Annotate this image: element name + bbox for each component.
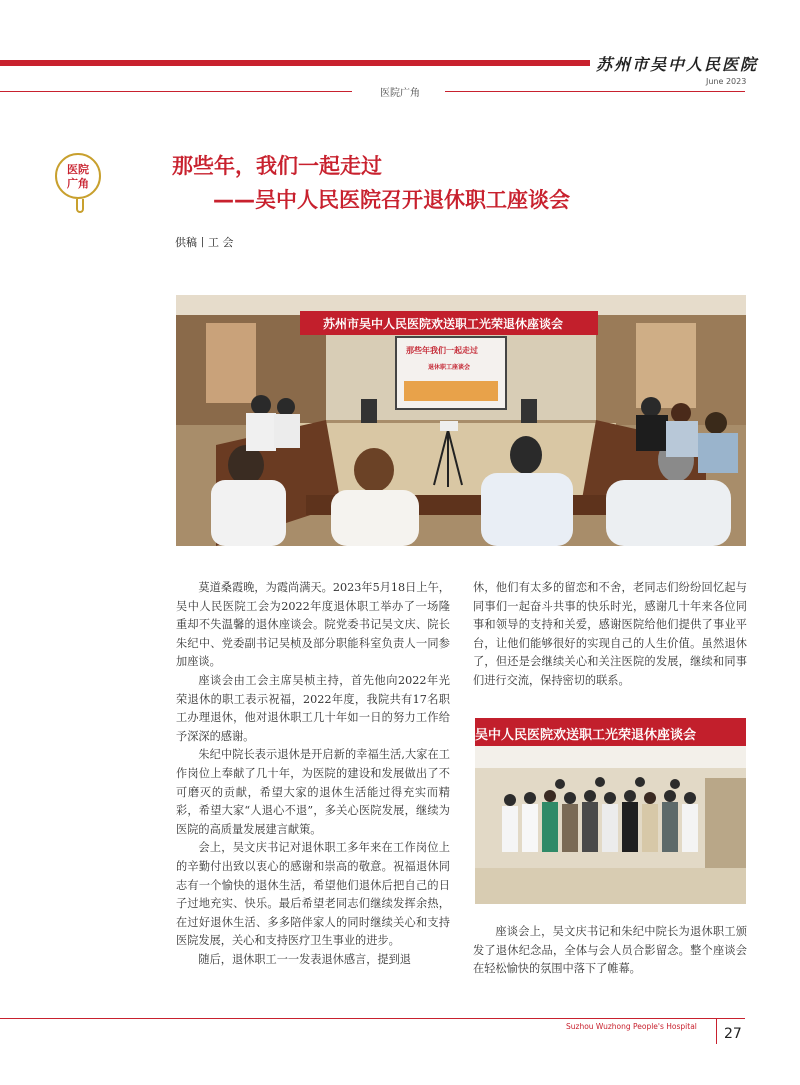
body-paragraph: 朱纪中院长表示退休是开启新的幸福生活,大家在工作岗位上奉献了几十年，为医院的建设和发展做出了不可磨灭的贡献，希望大家的退休生活能过得充实而精彩，希望大家“人退心不退”，多关心医院发展，继续为医院的高质量发展建言献策。 — [176, 748, 450, 836]
body-paragraph: 随后，退休职工一一发表退休感言，提到退 — [198, 952, 411, 966]
article-title: 那些年，我们一起走过 — [172, 154, 382, 178]
hospital-brand: 苏州市吴中人民医院 — [596, 55, 759, 74]
meeting-photo-illustration — [176, 295, 746, 546]
issue-date: June 2023 — [706, 77, 747, 86]
badge-line1: 医院 — [67, 163, 89, 176]
section-label: 医院广角 — [380, 88, 420, 99]
caption-text: 座谈会上，吴文庆书记和朱纪中院长为退休职工颁发了退休纪念品，全体与会人员合影留念。整个座谈会在轻松愉快的氛围中落下了帷幕。 — [473, 925, 747, 976]
body-left-column — [176, 579, 450, 969]
footer-rule — [0, 1018, 745, 1019]
screen-subtitle: 退休职工座谈会 — [428, 364, 471, 371]
body-paragraph: 莫道桑霞晚，为霞尚满天。2023年5月18日上午，吴中人民医院工会为2022年度退休职工举办了一场隆重却不失温馨的退休座谈会。院党委书记吴文庆、院长朱纪中、党委副书记吴桢及部分职能科室负责人一同参加座谈。 — [176, 581, 450, 669]
body-paragraph: 会上，吴文庆书记对退休职工多年来在工作岗位上的辛勤付出致以衷心的感谢和崇高的敬意。祝福退休同志有一个愉快的退休生活，希望他们退休后把自己的日子过地充实、快乐。最后希望老同志们继续发挥余热，在过好退休生活、多多陪伴家人的同时继续关心和支持医院发展，关心和支持医疗卫生事业的进步。 — [176, 841, 450, 948]
group-photo — [475, 718, 746, 904]
footer-hospital-name: Suzhou Wuzhong People's Hospital — [566, 1022, 697, 1031]
body-paragraph: 休，他们有太多的留恋和不舍，老同志们纷纷回忆起与同事们一起奋斗共事的快乐时光，感谢几十年来各位同事和领导的支持和关爱，感谢医院给他们提供了事业平台，让他们能够很好的实现自己的人生价值。虽然退休了，但还是会继续关心和关注医院的发展，继续和同事们进行交流，保持密切的联系。 — [473, 581, 747, 687]
meeting-photo — [176, 295, 746, 546]
badge-line2: 广角 — [67, 177, 89, 190]
header-thin-rule-left — [0, 91, 352, 92]
group-banner: 吴中人民医院欢送职工光荣退休座谈会 — [475, 728, 697, 743]
body-paragraph: 座谈会由工会主席吴桢主持，首先他向2022年光荣退休的职工表示祝福，2022年度，我院共有17名职工办理退休，他对退休职工几十年如一日的努力工作给予深深的感谢。 — [176, 673, 450, 743]
page-number: 27 — [724, 1026, 742, 1042]
meeting-banner: 苏州市吴中人民医院欢送职工光荣退休座谈会 — [323, 317, 564, 331]
column-badge — [55, 153, 101, 199]
body-right-column — [473, 579, 747, 691]
photo-caption — [473, 923, 747, 979]
screen-title: 那些年我们一起走过 — [406, 346, 478, 355]
badge-stem — [76, 199, 84, 213]
article-subtitle: ——吴中人民医院召开退休职工座谈会 — [213, 188, 570, 212]
header-red-rule — [0, 60, 590, 66]
header-thin-rule-right — [445, 91, 745, 92]
article-byline: 供稿丨工 会 — [175, 236, 234, 249]
group-photo-illustration — [475, 718, 746, 904]
